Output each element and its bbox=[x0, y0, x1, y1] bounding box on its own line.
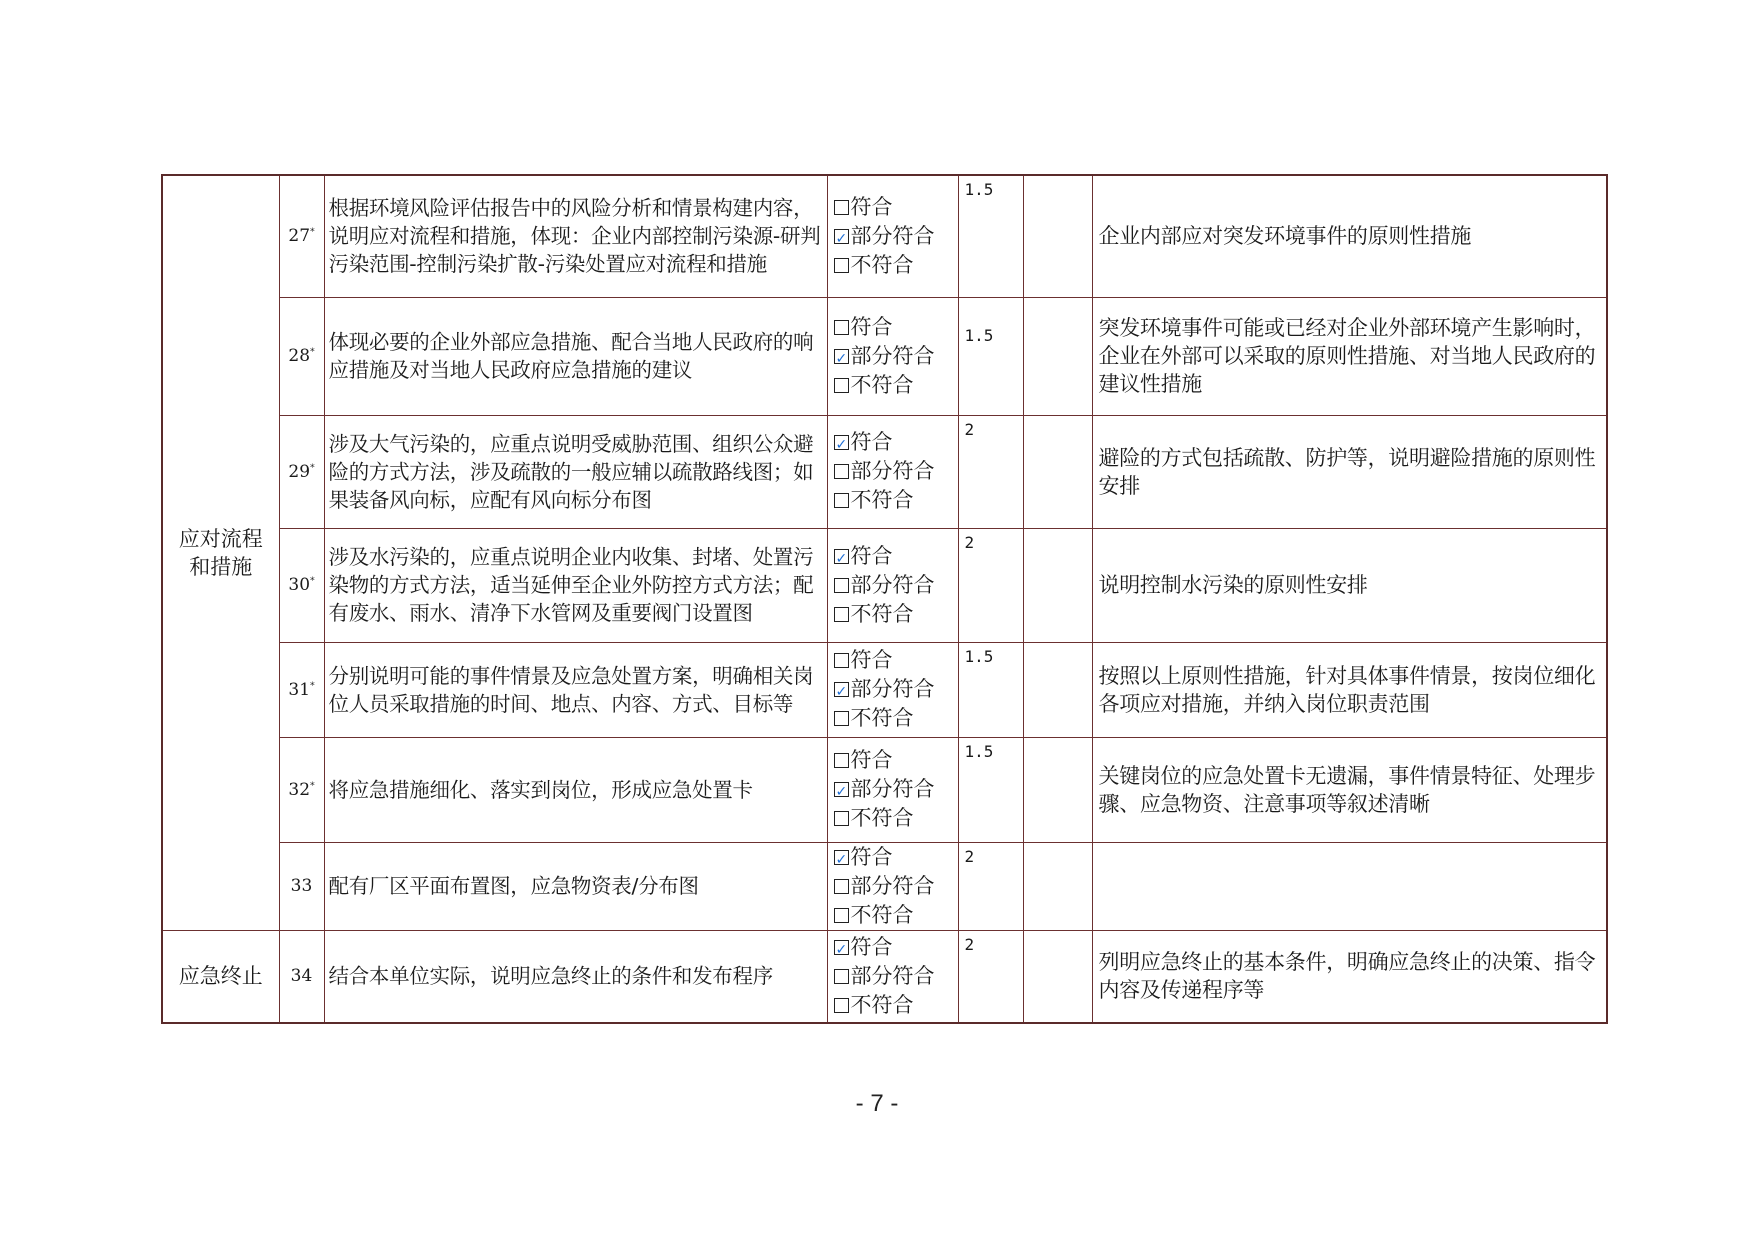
option-noncompliant[interactable] bbox=[834, 371, 958, 400]
option-compliant[interactable] bbox=[834, 646, 958, 675]
key-item-mark: * bbox=[310, 780, 315, 791]
option-partial[interactable] bbox=[834, 342, 958, 371]
compliance-options bbox=[827, 297, 958, 415]
key-item-mark: * bbox=[310, 680, 315, 691]
option-partial[interactable] bbox=[834, 775, 958, 804]
score: 2 bbox=[958, 930, 1023, 1023]
requirement-text: 涉及水污染的，应重点说明企业内收集、封堵、处置污染物的方式方法，适当延伸至企业外防控方式方法；配有废水、雨水、清净下水管网及重要阀门设置图 bbox=[324, 528, 827, 642]
option-label: 部分符合 bbox=[850, 223, 935, 248]
table-row bbox=[162, 175, 1607, 297]
checkbox-icon[interactable] bbox=[834, 378, 849, 393]
compliance-options bbox=[827, 528, 958, 642]
item-number-value: 30 bbox=[288, 575, 311, 595]
option-label: 符合 bbox=[850, 194, 893, 219]
option-label: 符合 bbox=[850, 430, 893, 454]
score: 1.5 bbox=[958, 737, 1023, 842]
option-compliant[interactable] bbox=[834, 193, 958, 222]
key-item-mark: * bbox=[310, 576, 315, 587]
compliance-options bbox=[827, 415, 958, 528]
checkbox-icon[interactable] bbox=[834, 258, 849, 273]
option-partial[interactable] bbox=[834, 962, 958, 991]
checked-checkbox-icon[interactable] bbox=[834, 782, 849, 797]
checkbox-icon[interactable] bbox=[834, 969, 849, 984]
checkbox-icon[interactable] bbox=[834, 607, 849, 622]
checkbox-icon[interactable] bbox=[834, 908, 849, 923]
empty-cell bbox=[1023, 175, 1092, 297]
option-compliant[interactable] bbox=[834, 843, 958, 872]
key-item-mark: * bbox=[310, 347, 315, 358]
item-number bbox=[279, 415, 324, 528]
option-noncompliant[interactable] bbox=[834, 804, 958, 833]
compliance-options bbox=[827, 842, 958, 930]
table-row bbox=[162, 642, 1607, 737]
requirement-text: 分别说明可能的事件情景及应急处置方案，明确相关岗位人员采取措施的时间、地点、内容、方式、目标等 bbox=[324, 642, 827, 737]
note-text bbox=[1092, 842, 1607, 930]
assessment-table bbox=[161, 174, 1608, 1024]
item-number-value: 31 bbox=[288, 679, 311, 700]
score: 2 bbox=[958, 415, 1023, 528]
compliance-options bbox=[827, 642, 958, 737]
option-noncompliant[interactable] bbox=[834, 251, 958, 280]
option-noncompliant[interactable] bbox=[834, 600, 958, 629]
item-number-value: 34 bbox=[290, 966, 313, 987]
option-noncompliant[interactable] bbox=[834, 704, 958, 733]
empty-cell bbox=[1023, 415, 1092, 528]
option-label: 不符合 bbox=[850, 902, 914, 927]
option-label: 符合 bbox=[850, 934, 893, 959]
option-label: 部分符合 bbox=[850, 459, 935, 483]
key-item-mark: * bbox=[310, 462, 315, 473]
item-number bbox=[279, 737, 324, 842]
key-item-mark: * bbox=[310, 227, 315, 238]
option-label: 不符合 bbox=[850, 706, 914, 730]
compliance-options bbox=[827, 737, 958, 842]
empty-cell bbox=[1023, 737, 1092, 842]
checked-checkbox-icon[interactable] bbox=[834, 549, 849, 564]
option-label: 符合 bbox=[850, 314, 893, 339]
checked-checkbox-icon[interactable] bbox=[834, 349, 849, 364]
checkbox-icon[interactable] bbox=[834, 879, 849, 894]
section-label: 应对流程和措施 bbox=[162, 175, 279, 930]
checkbox-icon[interactable] bbox=[834, 320, 849, 335]
option-label: 符合 bbox=[850, 844, 893, 869]
note-text: 说明控制水污染的原则性安排 bbox=[1092, 528, 1607, 642]
table-row bbox=[162, 528, 1607, 642]
option-noncompliant[interactable] bbox=[834, 991, 958, 1020]
empty-cell bbox=[1023, 842, 1092, 930]
table-row bbox=[162, 297, 1607, 415]
option-partial[interactable] bbox=[834, 457, 958, 486]
requirement-text: 体现必要的企业外部应急措施、配合当地人民政府的响应措施及对当地人民政府应急措施的建议 bbox=[324, 297, 827, 415]
checkbox-icon[interactable] bbox=[834, 578, 849, 593]
item-number-value: 33 bbox=[290, 876, 313, 896]
option-partial[interactable] bbox=[834, 675, 958, 704]
option-label: 符合 bbox=[850, 648, 893, 672]
option-label: 符合 bbox=[850, 543, 893, 568]
option-label: 不符合 bbox=[850, 806, 914, 830]
requirement-text: 配有厂区平面布置图，应急物资表/分布图 bbox=[324, 842, 827, 930]
item-number-value: 29 bbox=[288, 461, 311, 482]
item-number bbox=[279, 297, 324, 415]
checkbox-icon[interactable] bbox=[834, 998, 849, 1013]
option-label: 部分符合 bbox=[850, 343, 935, 368]
empty-cell bbox=[1023, 297, 1092, 415]
item-number bbox=[279, 528, 324, 642]
section-label: 应急终止 bbox=[162, 930, 279, 1023]
option-compliant[interactable] bbox=[834, 746, 958, 775]
option-label: 不符合 bbox=[850, 372, 914, 397]
table-row bbox=[162, 930, 1607, 1023]
item-number bbox=[279, 642, 324, 737]
note-text: 避险的方式包括疏散、防护等，说明避险措施的原则性安排 bbox=[1092, 415, 1607, 528]
checkbox-icon[interactable] bbox=[834, 200, 849, 215]
option-label: 符合 bbox=[850, 748, 893, 772]
score: 1.5 bbox=[958, 642, 1023, 737]
checked-checkbox-icon[interactable] bbox=[834, 850, 849, 865]
page-number: - 7 - bbox=[855, 1090, 899, 1117]
checked-checkbox-icon[interactable] bbox=[834, 229, 849, 244]
score: 2 bbox=[958, 528, 1023, 642]
note-text: 关键岗位的应急处置卡无遗漏，事件情景特征、处理步骤、应急物资、注意事项等叙述清晰 bbox=[1092, 737, 1607, 842]
checked-checkbox-icon[interactable] bbox=[834, 682, 849, 697]
empty-cell bbox=[1023, 528, 1092, 642]
option-label: 不符合 bbox=[850, 992, 914, 1017]
score: 1.5 bbox=[958, 175, 1023, 297]
option-label: 部分符合 bbox=[850, 777, 935, 801]
note-text: 列明应急终止的基本条件，明确应急终止的决策、指令内容及传递程序等 bbox=[1092, 930, 1607, 1023]
checkbox-icon[interactable] bbox=[834, 493, 849, 508]
note-text: 突发环境事件可能或已经对企业外部环境产生影响时，企业在外部可以采取的原则性措施、对当地人民政府的建议性措施 bbox=[1092, 297, 1607, 415]
item-number bbox=[279, 175, 324, 297]
checkbox-icon[interactable] bbox=[834, 753, 849, 768]
note-text: 企业内部应对突发环境事件的原则性措施 bbox=[1092, 175, 1607, 297]
option-label: 部分符合 bbox=[850, 677, 935, 701]
table-row bbox=[162, 415, 1607, 528]
item-number bbox=[279, 842, 324, 930]
option-noncompliant[interactable] bbox=[834, 486, 958, 515]
item-number bbox=[279, 930, 324, 1023]
option-partial[interactable] bbox=[834, 222, 958, 251]
option-compliant[interactable] bbox=[834, 313, 958, 342]
requirement-text: 结合本单位实际，说明应急终止的条件和发布程序 bbox=[324, 930, 827, 1023]
score: 2 bbox=[958, 842, 1023, 930]
checkbox-icon[interactable] bbox=[834, 464, 849, 479]
checkbox-icon[interactable] bbox=[834, 711, 849, 726]
option-label: 部分符合 bbox=[850, 572, 935, 597]
requirement-text: 涉及大气污染的，应重点说明受威胁范围、组织公众避险的方式方法，涉及疏散的一般应辅以疏散路线图；如果装备风向标，应配有风向标分布图 bbox=[324, 415, 827, 528]
option-label: 部分符合 bbox=[850, 873, 935, 898]
option-label: 部分符合 bbox=[850, 963, 935, 988]
compliance-options bbox=[827, 930, 958, 1023]
score: 1.5 bbox=[958, 297, 1023, 415]
option-noncompliant[interactable] bbox=[834, 901, 958, 930]
compliance-options bbox=[827, 175, 958, 297]
requirement-text: 将应急措施细化、落实到岗位，形成应急处置卡 bbox=[324, 737, 827, 842]
checkbox-icon[interactable] bbox=[834, 653, 849, 668]
option-compliant[interactable] bbox=[834, 428, 958, 457]
option-label: 不符合 bbox=[850, 252, 914, 277]
item-number-value: 28 bbox=[288, 346, 311, 366]
item-number-value: 27 bbox=[288, 226, 311, 247]
table-row bbox=[162, 842, 1607, 930]
option-compliant[interactable] bbox=[834, 933, 958, 962]
empty-cell bbox=[1023, 930, 1092, 1023]
option-label: 不符合 bbox=[850, 488, 914, 512]
checked-checkbox-icon[interactable] bbox=[834, 940, 849, 955]
table-row bbox=[162, 737, 1607, 842]
requirement-text: 根据环境风险评估报告中的风险分析和情景构建内容，说明应对流程和措施，体现：企业内部控制污染源-研判污染范围-控制污染扩散-污染处置应对流程和措施 bbox=[324, 175, 827, 297]
note-text: 按照以上原则性措施，针对具体事件情景，按岗位细化各项应对措施，并纳入岗位职责范围 bbox=[1092, 642, 1607, 737]
item-number-value: 32 bbox=[288, 779, 311, 800]
option-partial[interactable] bbox=[834, 872, 958, 901]
empty-cell bbox=[1023, 642, 1092, 737]
checked-checkbox-icon[interactable] bbox=[834, 435, 849, 450]
checkbox-icon[interactable] bbox=[834, 811, 849, 826]
option-compliant[interactable] bbox=[834, 542, 958, 571]
option-partial[interactable] bbox=[834, 571, 958, 600]
option-label: 不符合 bbox=[850, 601, 914, 626]
